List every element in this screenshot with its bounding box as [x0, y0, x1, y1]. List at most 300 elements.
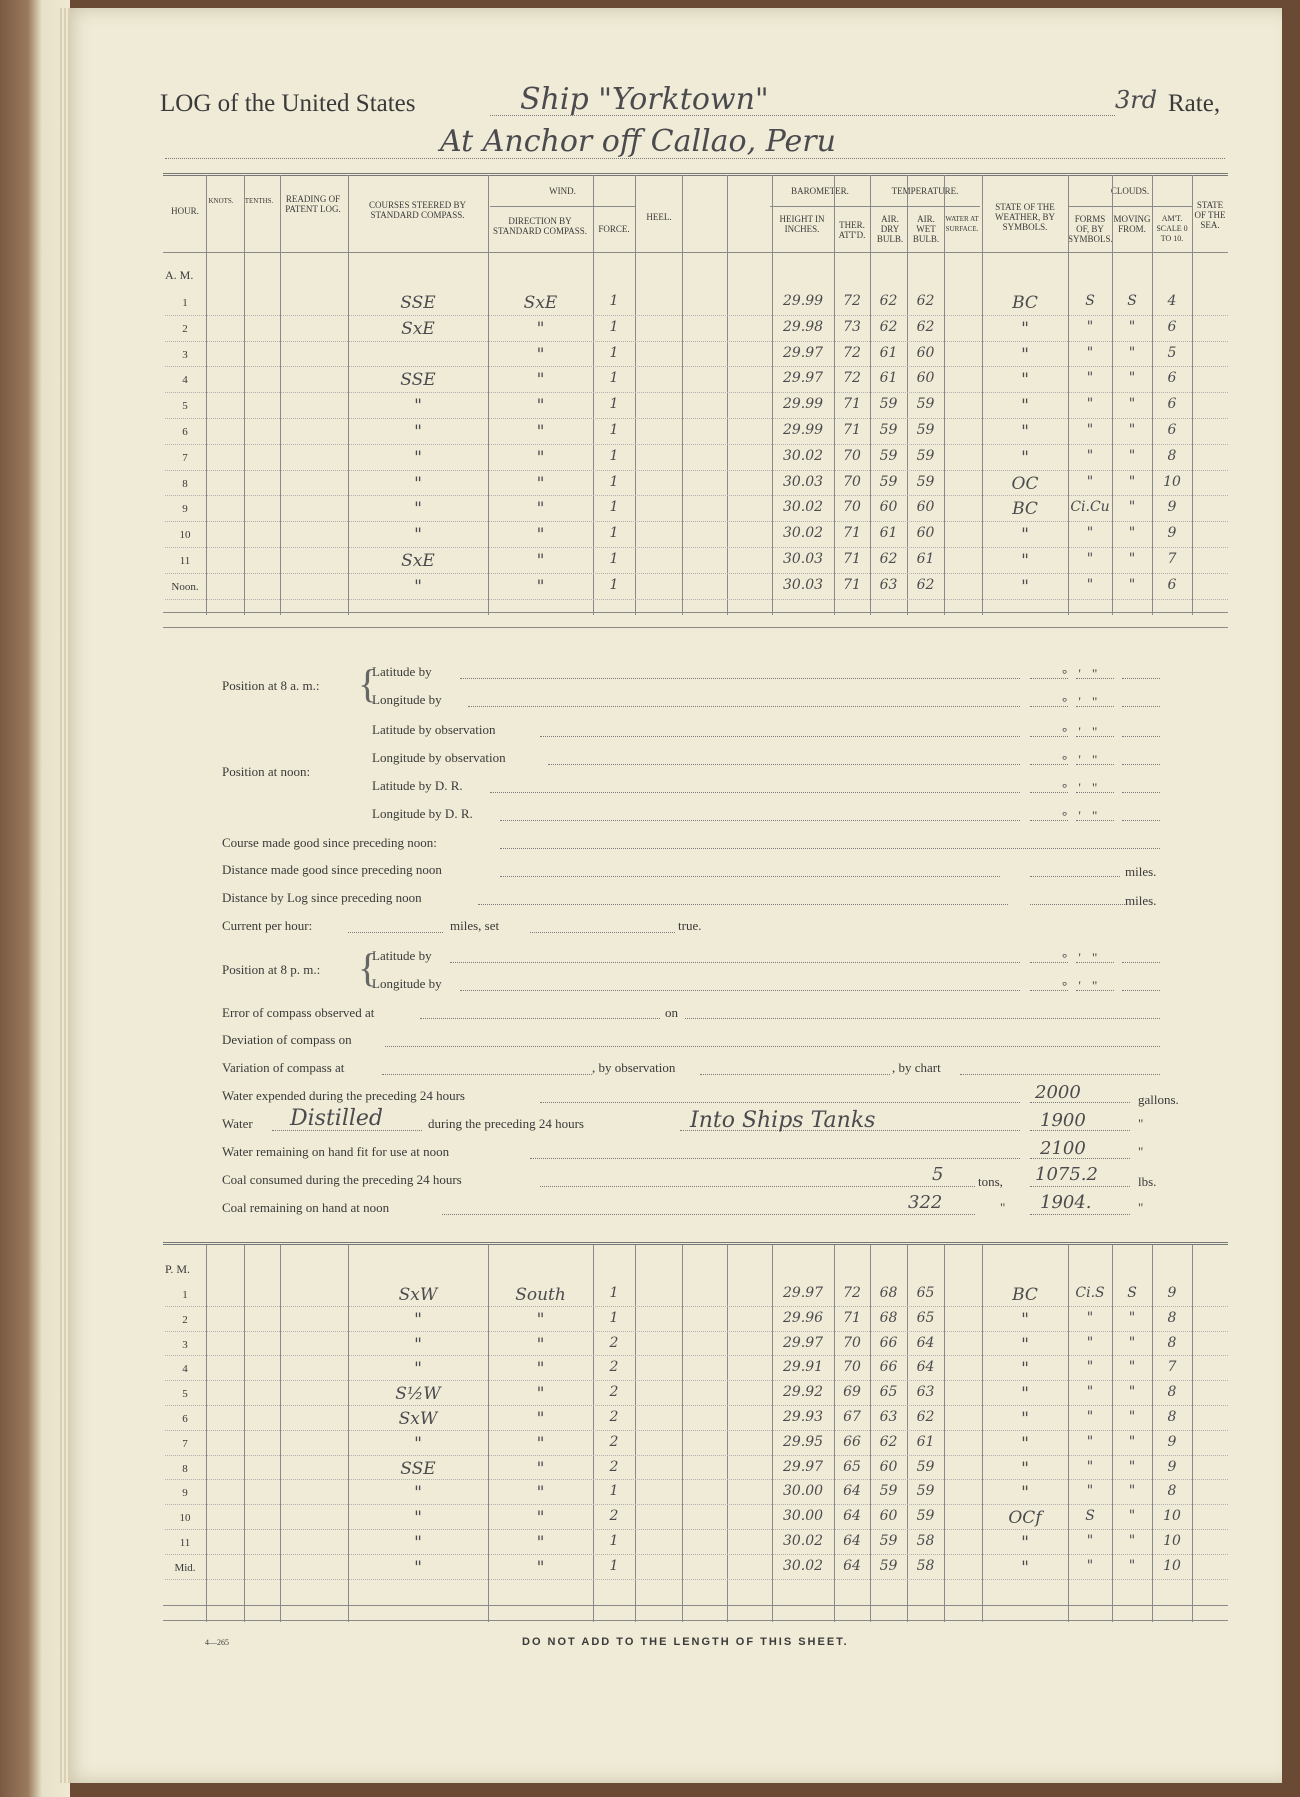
- degree-marks: ° ' ": [1062, 780, 1102, 795]
- pm-cell-dry: 60: [879, 1458, 898, 1475]
- water-type: Distilled: [290, 1106, 384, 1131]
- location-text: At Anchor off Callao, Peru: [440, 124, 836, 159]
- am-cell-dry: 61: [879, 344, 898, 361]
- water-expended: Water expended during the preceding 24 hours: [222, 1088, 465, 1103]
- by-observation: , by observation: [592, 1060, 676, 1075]
- pm-cell-height: 29.96: [782, 1309, 824, 1326]
- pm-row-rule: [165, 1579, 1228, 1580]
- pm-cell-force: 2: [609, 1334, 619, 1351]
- pm-cell-force: 2: [609, 1458, 619, 1475]
- pm-cell-wind: ": [536, 1508, 545, 1529]
- pm-cell-amount: 8: [1167, 1384, 1177, 1401]
- pm-row-rule: [165, 1504, 1228, 1505]
- am-cell-hour: 1: [182, 297, 188, 309]
- am-cell-wet: 62: [916, 576, 935, 593]
- fill-line: [348, 932, 443, 933]
- pm-cell-hour: 8: [182, 1462, 188, 1475]
- am-cell-force: 1: [609, 551, 619, 567]
- am-cell-course: ": [414, 422, 422, 442]
- pm-cell-weather: OCf: [1008, 1508, 1042, 1529]
- pm-cell-forms: S: [1085, 1508, 1095, 1525]
- pm-cell-moving: ": [1128, 1433, 1136, 1450]
- pm-row-rule: [165, 1405, 1228, 1406]
- am-cell-force: 1: [609, 447, 619, 464]
- am-row-rule: [165, 444, 1228, 445]
- fill-line: [468, 706, 1020, 707]
- fill-line: [1030, 1214, 1130, 1215]
- pm-cell-moving: S: [1127, 1285, 1137, 1301]
- am-cell-wind: ": [536, 344, 545, 365]
- pm-cell-att: 65: [843, 1458, 861, 1475]
- pm-cell-amount: 8: [1167, 1483, 1177, 1500]
- am-cell-wind: ": [536, 499, 545, 520]
- am-cell-height: 29.97: [782, 370, 824, 387]
- pm-cell-force: 2: [609, 1433, 619, 1450]
- am-cell-weather: ": [1021, 576, 1029, 597]
- am-cell-hour: 9: [182, 503, 188, 516]
- fill-line: [1030, 904, 1125, 905]
- pm-cell-moving: ": [1128, 1334, 1136, 1351]
- pm-row-rule: [165, 1331, 1228, 1332]
- am-cell-wet: 60: [916, 344, 935, 361]
- am-cell-height: 29.97: [782, 344, 824, 361]
- am-cell-forms: ": [1086, 422, 1094, 438]
- pm-cell-forms: ": [1086, 1458, 1094, 1475]
- am-cell-dry: 63: [879, 576, 898, 593]
- am-cell-att: 72: [843, 370, 861, 387]
- pm-cell-course: ": [414, 1557, 422, 1578]
- pm-cell-weather: ": [1021, 1433, 1029, 1454]
- am-cell-amount: 8: [1167, 447, 1177, 464]
- pm-cell-hour: 4: [182, 1363, 188, 1376]
- long-dr-noon: Longitude by D. R.: [372, 806, 473, 821]
- am-cell-wind: ": [536, 318, 545, 339]
- am-cell-wet: 60: [916, 370, 935, 387]
- pm-cell-forms: ": [1086, 1359, 1094, 1376]
- pm-cell-dry: 68: [879, 1285, 898, 1301]
- am-cell-force: 1: [609, 499, 619, 516]
- pm-cell-force: 2: [609, 1384, 619, 1401]
- pm-bottom-rule-2: [163, 1620, 1228, 1621]
- am-cell-weather: BC: [1012, 499, 1038, 520]
- am-cell-moving: ": [1128, 370, 1136, 387]
- am-cell-course: SxE: [401, 551, 435, 571]
- pm-cell-hour: 3: [182, 1338, 188, 1351]
- am-cell-height: 29.99: [782, 422, 824, 438]
- col-barometer: BAROMETER.: [791, 186, 849, 196]
- error-of-compass: Error of compass observed at: [222, 1005, 375, 1020]
- pm-cell-course: ": [414, 1533, 422, 1553]
- fill-line: [1122, 990, 1160, 991]
- am-cell-force: 1: [609, 396, 619, 413]
- am-row-rule: [165, 470, 1228, 471]
- am-cell-force: 1: [609, 318, 619, 335]
- pm-cell-moving: ": [1128, 1508, 1136, 1525]
- am-cell-hour: 10: [179, 529, 191, 542]
- am-column-rule: [1192, 175, 1193, 615]
- am-cell-amount: 6: [1167, 370, 1177, 387]
- am-cell-dry: 62: [879, 318, 898, 335]
- am-cell-forms: Ci.Cu: [1070, 499, 1110, 516]
- wind-subrule: [490, 206, 635, 207]
- am-cell-height: 30.02: [782, 447, 824, 464]
- degree-marks: ° ' ": [1062, 808, 1102, 823]
- col-patent-log: READING OF PATENT LOG.: [285, 194, 341, 214]
- am-cell-amount: 6: [1167, 396, 1177, 413]
- am-cell-height: 30.03: [782, 473, 824, 490]
- pm-cell-height: 29.91: [782, 1359, 824, 1376]
- degree-marks: ° ' ": [1062, 724, 1102, 739]
- pm-cell-hour: 10: [179, 1512, 191, 1525]
- am-cell-wet: 62: [916, 293, 935, 309]
- am-cell-force: 1: [609, 293, 619, 309]
- am-row-rule: [165, 392, 1228, 393]
- col-heel: HEEL.: [646, 212, 672, 222]
- fill-line: [1122, 736, 1160, 737]
- pm-cell-moving: ": [1128, 1557, 1136, 1574]
- pm-cell-wind: ": [536, 1458, 545, 1479]
- am-cell-dry: 59: [879, 473, 898, 490]
- true-label: true.: [678, 918, 702, 933]
- am-cell-att: 73: [843, 318, 861, 335]
- pm-cell-forms: ": [1086, 1309, 1094, 1326]
- am-cell-height: 30.03: [782, 576, 824, 593]
- am-cell-moving: ": [1128, 396, 1136, 413]
- am-cell-forms: ": [1086, 551, 1094, 567]
- pm-cell-moving: ": [1128, 1409, 1136, 1425]
- am-cell-weather: OC: [1011, 473, 1039, 494]
- pm-cell-att: 64: [843, 1533, 861, 1549]
- pm-cell-dry: 59: [879, 1533, 898, 1549]
- pm-cell-dry: 66: [879, 1359, 898, 1376]
- am-column-rule: [488, 175, 489, 615]
- water-remaining-value: 2100: [1040, 1138, 1086, 1159]
- am-cell-moving: ": [1128, 525, 1136, 542]
- pm-cell-amount: 7: [1167, 1359, 1177, 1376]
- on-label: on: [665, 1005, 678, 1020]
- am-cell-height: 30.02: [782, 499, 824, 516]
- fill-line: [442, 1214, 975, 1215]
- pm-column-rule: [944, 1244, 945, 1622]
- am-cell-course: SSE: [400, 370, 436, 391]
- lat-dr-noon: Latitude by D. R.: [372, 778, 463, 793]
- pm-cell-att: 64: [843, 1483, 861, 1500]
- am-cell-hour: 5: [182, 400, 188, 413]
- pm-cell-moving: ": [1128, 1309, 1136, 1326]
- current-per-hour: Current per hour:: [222, 918, 313, 933]
- am-column-rule: [348, 175, 349, 615]
- am-cell-weather: ": [1021, 344, 1029, 365]
- am-bottom-rule-2: [163, 627, 1228, 628]
- pm-cell-amount: 10: [1163, 1533, 1181, 1549]
- miles-label-1: miles.: [1125, 864, 1157, 879]
- pm-cell-forms: ": [1086, 1433, 1094, 1450]
- pm-cell-force: 1: [609, 1309, 619, 1326]
- pm-cell-weather: ": [1021, 1483, 1029, 1504]
- pm-cell-course: ": [414, 1508, 422, 1529]
- am-cell-att: 71: [843, 422, 861, 438]
- am-cell-hour: 2: [182, 322, 188, 335]
- pm-row-rule: [165, 1529, 1228, 1530]
- am-label: A. M.: [165, 268, 194, 282]
- pm-cell-hour: 9: [182, 1487, 188, 1500]
- pm-cell-height: 29.97: [782, 1334, 824, 1351]
- degree-marks: ° ' ": [1062, 950, 1102, 965]
- fill-line: [1030, 876, 1120, 877]
- am-cell-force: 1: [609, 370, 619, 387]
- am-cell-hour: 4: [182, 374, 188, 387]
- am-column-rule: [944, 175, 945, 615]
- am-cell-force: 1: [609, 525, 619, 542]
- am-cell-moving: S: [1127, 293, 1137, 309]
- am-column-rule: [280, 175, 281, 615]
- pm-cell-wind: ": [536, 1334, 545, 1355]
- fill-line: [700, 1074, 890, 1075]
- coal-consumed-tons: 5: [932, 1164, 944, 1185]
- col-wind: WIND.: [549, 186, 576, 196]
- col-courses: COURSES STEERED BY STANDARD COMPASS.: [368, 200, 466, 220]
- am-cell-wind: ": [536, 576, 545, 597]
- pm-cell-height: 29.97: [782, 1458, 824, 1475]
- am-row-rule: [165, 366, 1228, 367]
- pm-cell-wet: 58: [916, 1557, 935, 1574]
- rate-label: Rate,: [1168, 90, 1221, 117]
- fill-line: [420, 1018, 660, 1019]
- pm-cell-force: 1: [609, 1557, 619, 1574]
- am-cell-amount: 6: [1167, 422, 1177, 438]
- am-cell-weather: ": [1021, 551, 1029, 571]
- am-cell-height: 29.99: [782, 293, 824, 309]
- degree-marks: ° ' ": [1062, 752, 1102, 767]
- am-cell-att: 71: [843, 576, 861, 593]
- pm-cell-wind: ": [536, 1433, 545, 1454]
- col-air-dry: AIR. DRY BULB.: [876, 214, 904, 244]
- am-cell-height: 29.99: [782, 396, 824, 413]
- col-temperature: TEMPERATURE.: [891, 186, 959, 196]
- pm-cell-att: 70: [843, 1359, 861, 1376]
- col-wind-force: FORCE.: [598, 224, 630, 234]
- pm-cell-forms: ": [1086, 1533, 1094, 1549]
- coal-remaining: Coal remaining on hand at noon: [222, 1200, 390, 1215]
- am-cell-wind: ": [536, 551, 545, 571]
- am-cell-att: 70: [843, 447, 861, 464]
- pm-cell-wind: ": [536, 1533, 545, 1553]
- am-cell-forms: S: [1085, 293, 1095, 309]
- ditto-mark: ": [1138, 1116, 1144, 1131]
- pm-cell-att: 72: [843, 1285, 861, 1301]
- pm-cell-height: 29.92: [782, 1384, 824, 1401]
- pm-cell-wind: ": [536, 1384, 545, 1405]
- am-cell-att: 72: [843, 344, 861, 361]
- pm-bottom-rule: [163, 1605, 1228, 1606]
- am-cell-course: ": [414, 396, 422, 417]
- ditto-mark: ": [1000, 1200, 1006, 1215]
- pm-cell-wet: 65: [916, 1309, 935, 1326]
- col-sea: STATE OF THE SEA.: [1194, 200, 1226, 230]
- am-cell-dry: 60: [879, 499, 898, 516]
- am-row-rule: [165, 418, 1228, 419]
- am-column-rule: [1152, 175, 1153, 615]
- pm-cell-course: S½W: [395, 1384, 441, 1405]
- distance-made-good: Distance made good since preceding noon: [222, 862, 442, 877]
- fill-line: [540, 1186, 975, 1187]
- col-forms: FORMS OF, BY SYMBOLS.: [1068, 214, 1113, 244]
- pm-cell-course: ": [414, 1433, 422, 1454]
- am-cell-course: ": [414, 447, 422, 468]
- am-cell-amount: 5: [1167, 344, 1177, 361]
- pm-cell-hour: 2: [182, 1313, 188, 1326]
- fill-line: [1030, 1186, 1130, 1187]
- coal-remaining-tons: 322: [908, 1192, 943, 1213]
- fill-line: [460, 678, 1020, 679]
- fill-line: [548, 764, 1020, 765]
- pm-cell-att: 69: [843, 1384, 861, 1401]
- pm-cell-height: 29.97: [782, 1285, 824, 1301]
- pm-cell-forms: ": [1086, 1557, 1094, 1574]
- by-chart: , by chart: [892, 1060, 941, 1075]
- lat-by-8pm: Latitude by: [372, 948, 432, 963]
- am-cell-wind: ": [536, 473, 545, 494]
- am-cell-forms: ": [1086, 344, 1094, 361]
- am-cell-wet: 61: [916, 551, 935, 567]
- fill-line: [500, 848, 1160, 849]
- am-cell-course: ": [414, 473, 422, 494]
- am-cell-course: SSE: [400, 293, 436, 313]
- pm-cell-hour: 5: [182, 1388, 188, 1401]
- am-cell-hour: 8: [182, 477, 188, 490]
- fill-line: [1122, 820, 1160, 821]
- pm-cell-dry: 62: [879, 1433, 898, 1450]
- pm-cell-forms: Ci.S: [1075, 1285, 1105, 1301]
- pm-cell-weather: ": [1021, 1359, 1029, 1380]
- am-cell-wet: 59: [916, 422, 935, 438]
- pm-cell-hour: 11: [179, 1537, 191, 1549]
- am-row-rule: [165, 315, 1228, 316]
- pm-cell-wind: ": [536, 1309, 545, 1330]
- am-row-rule: [165, 521, 1228, 522]
- position-8am-label: Position at 8 a. m.:: [222, 678, 320, 693]
- pm-cell-forms: ": [1086, 1384, 1094, 1401]
- am-cell-hour: 3: [182, 348, 188, 361]
- form-number: 4—265: [205, 1638, 229, 1647]
- pm-cell-course: ": [414, 1483, 422, 1504]
- pm-column-rule: [280, 1244, 281, 1622]
- pm-cell-wet: 59: [916, 1458, 935, 1475]
- pm-cell-wind: ": [536, 1483, 545, 1504]
- pm-cell-dry: 59: [879, 1483, 898, 1500]
- pm-cell-weather: BC: [1012, 1285, 1038, 1305]
- am-cell-weather: ": [1021, 525, 1029, 546]
- am-cell-att: 71: [843, 525, 861, 542]
- tons-label: tons,: [978, 1174, 1003, 1189]
- pm-cell-dry: 63: [879, 1409, 898, 1425]
- fill-line: [385, 1046, 1160, 1047]
- am-cell-forms: ": [1086, 473, 1094, 490]
- col-wind-direction: DIRECTION BY STANDARD COMPASS.: [493, 216, 587, 236]
- am-cell-wet: 62: [916, 318, 935, 335]
- am-cell-dry: 59: [879, 422, 898, 438]
- pm-cell-wind: ": [536, 1557, 545, 1578]
- col-moving: MOVING FROM.: [1113, 214, 1151, 234]
- pm-cell-course: ": [414, 1359, 422, 1380]
- position-noon-label: Position at noon:: [222, 764, 311, 779]
- am-cell-hour: 7: [182, 451, 188, 464]
- pm-row-rule: [165, 1455, 1228, 1456]
- am-cell-weather: ": [1021, 447, 1029, 468]
- am-cell-hour: 11: [179, 555, 191, 567]
- pm-cell-height: 30.02: [782, 1533, 824, 1549]
- am-cell-moving: ": [1128, 499, 1136, 516]
- fill-line: [960, 1074, 1160, 1075]
- pm-column-rule: [682, 1244, 683, 1622]
- pm-cell-force: 2: [609, 1359, 619, 1376]
- am-cell-wind: ": [536, 525, 545, 546]
- pm-cell-force: 2: [609, 1508, 619, 1525]
- col-air-wet: AIR. WET BULB.: [912, 214, 940, 244]
- am-column-rule: [206, 175, 207, 615]
- pm-cell-moving: ": [1128, 1483, 1136, 1500]
- pm-cell-dry: 60: [879, 1508, 898, 1525]
- am-cell-force: 1: [609, 422, 619, 438]
- am-column-rule: [1068, 175, 1069, 615]
- gallons-label: gallons.: [1138, 1092, 1179, 1107]
- pm-cell-weather: ": [1021, 1334, 1029, 1355]
- water-destination: Into Ships Tanks: [690, 1108, 876, 1133]
- water-label: Water: [222, 1116, 253, 1131]
- variation-of-compass: Variation of compass at: [222, 1060, 345, 1075]
- am-column-rule: [982, 175, 983, 615]
- am-cell-forms: ": [1086, 396, 1094, 413]
- long-by-8pm: Longitude by: [372, 976, 442, 991]
- am-cell-amount: 9: [1167, 525, 1177, 542]
- pm-row-rule: [165, 1479, 1228, 1480]
- water-expended-value: 2000: [1035, 1082, 1081, 1103]
- pm-cell-moving: ": [1128, 1458, 1136, 1475]
- am-cell-force: 1: [609, 473, 619, 490]
- degree-marks: ° ' ": [1062, 666, 1102, 681]
- fill-line: [540, 736, 1020, 737]
- pm-row-rule: [165, 1430, 1228, 1431]
- brace: {: [358, 945, 378, 990]
- pm-cell-dry: 65: [879, 1384, 898, 1401]
- am-cell-att: 72: [843, 293, 861, 309]
- pm-cell-wet: 63: [916, 1384, 935, 1401]
- am-cell-att: 70: [843, 473, 861, 490]
- pm-cell-wet: 59: [916, 1508, 935, 1525]
- miles-set: miles, set: [450, 918, 500, 933]
- am-cell-course: ": [414, 525, 422, 546]
- pm-cell-dry: 59: [879, 1557, 898, 1574]
- am-column-rule: [593, 175, 594, 615]
- pm-cell-wet: 58: [916, 1533, 935, 1549]
- fill-line: [1122, 962, 1160, 963]
- am-row-rule: [165, 573, 1228, 574]
- pm-column-rule: [727, 1244, 728, 1622]
- am-cell-force: 1: [609, 576, 619, 593]
- pm-cell-att: 64: [843, 1508, 861, 1525]
- degree-marks: ° ' ": [1062, 978, 1102, 993]
- am-cell-dry: 61: [879, 370, 898, 387]
- col-hour: HOUR.: [171, 206, 199, 216]
- coal-consumed-lbs: 1075.2: [1035, 1164, 1098, 1185]
- am-cell-wind: ": [536, 422, 545, 442]
- am-cell-wind: ": [536, 396, 545, 417]
- rate-value: 3rd: [1115, 86, 1158, 114]
- pm-cell-course: ": [414, 1334, 422, 1355]
- distance-by-log: Distance by Log since preceding noon: [222, 890, 422, 905]
- am-bottom-rule: [163, 612, 1228, 613]
- am-cell-att: 71: [843, 396, 861, 413]
